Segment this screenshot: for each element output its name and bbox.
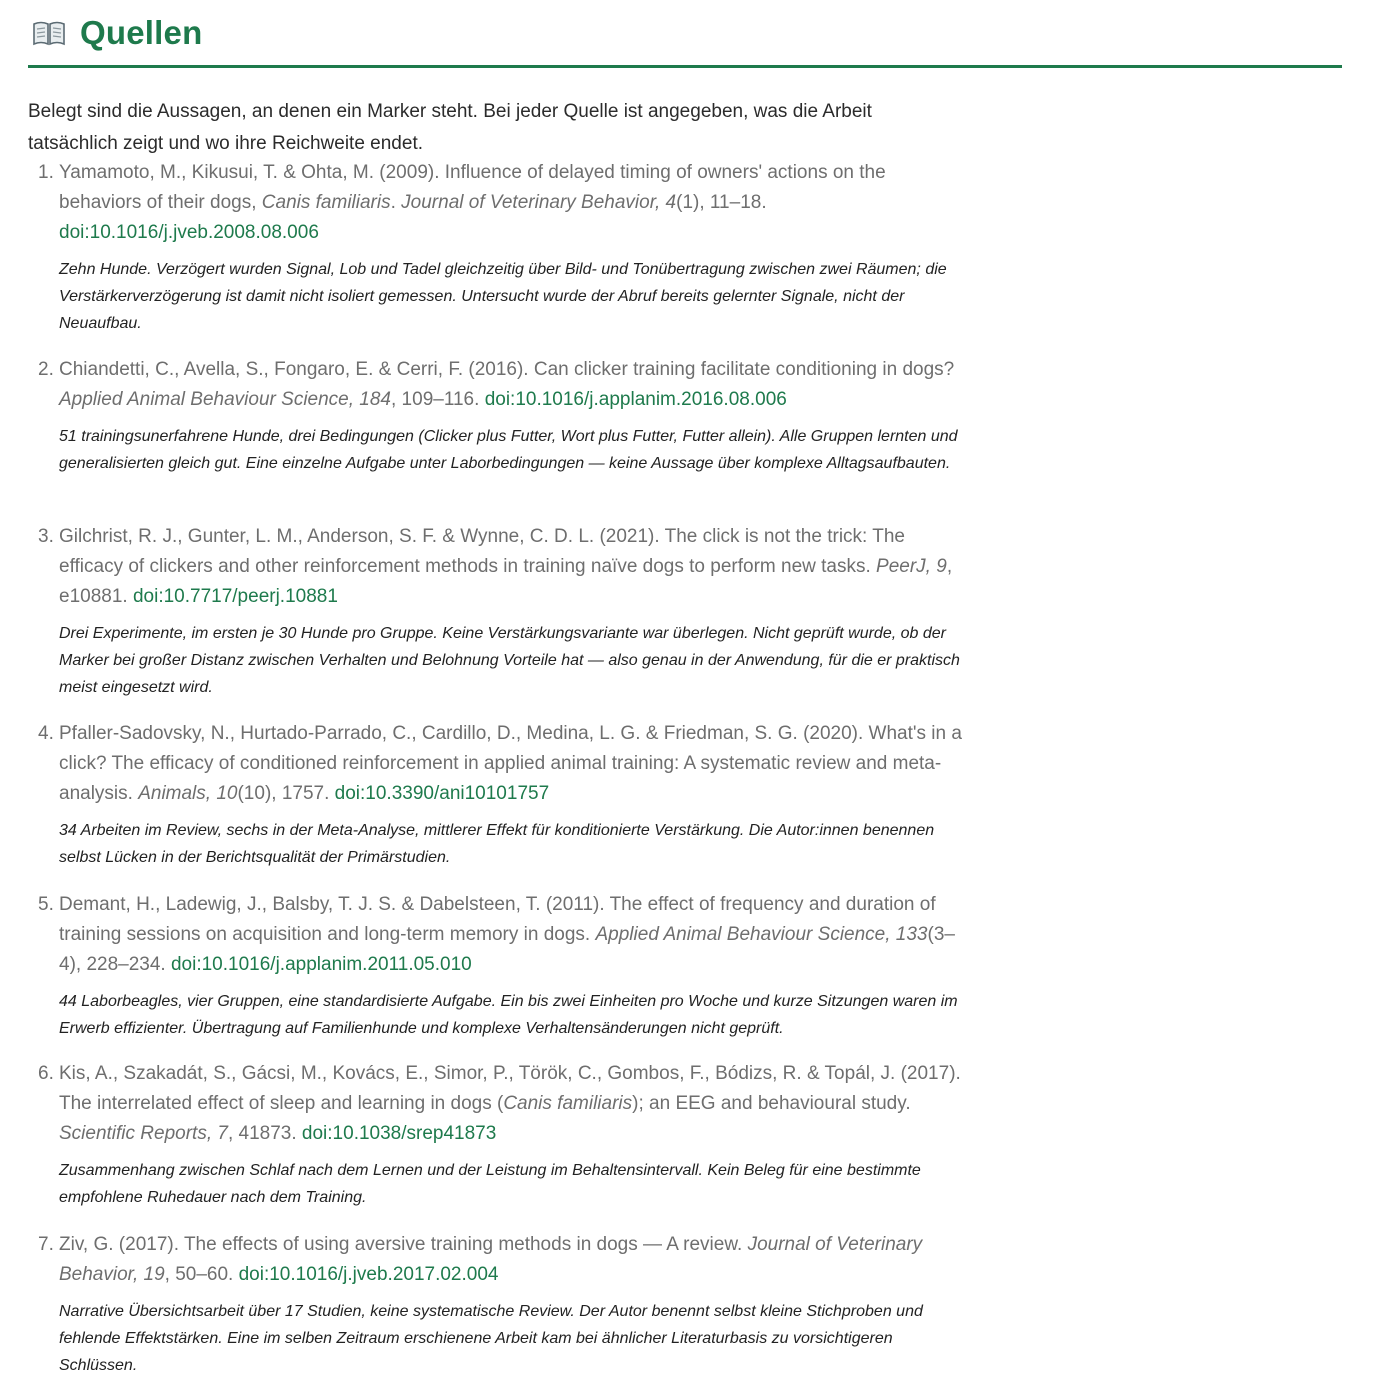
source-number: 5.: [38, 894, 54, 915]
citation-journal: PeerJ, 9: [876, 556, 947, 577]
source-citation: [38, 355, 973, 415]
citation-authors: Ziv, G. (2017). The effects of using aversive training methods in dogs — A review.: [59, 1234, 748, 1255]
source-item: [38, 158, 973, 337]
source-note: Drei Experimente, im ersten je 30 Hunde pro Gruppe. Keine Verstärkungsvariante war überlegen. Nicht geprüft wurde, ob der Marker bei großer Distanz zwischen Verhalten und Belohnung Vorteile hat — also genau in der Anwendung, für die er praktisch meist eingesetzt wird.: [59, 625, 960, 696]
doi-link[interactable]: doi:10.1016/j.applanim.2011.05.010: [170, 954, 472, 975]
citation-authors: Demant, H., Ladewig, J., Balsby, T. J. S. & Dabelsteen, T. (2011). The effect of frequency and duration of training sessions on acquisition and long-term memory in dogs.: [59, 894, 936, 945]
source-number: 7.: [38, 1234, 54, 1255]
citation-details: , 50–60.: [164, 1264, 239, 1285]
citation-journal: Applied Animal Behaviour Science, 133: [595, 924, 928, 945]
intro-text: Belegt sind die Aussagen, an denen ein Marker steht. Bei jeder Quelle ist angegeben, was die Arbeit tatsächlich zeigt und wo ihre Reichweite endet.: [28, 101, 872, 154]
doi-link[interactable]: doi:10.1016/j.applanim.2016.08.006: [484, 389, 787, 410]
citation-authors: Gilchrist, R. J., Gunter, L. M., Anderson, S. F. & Wynne, C. D. L. (2021). The click is not the trick: The efficacy of clickers and other reinforcement methods in training naïve dogs to perform new tasks.: [59, 526, 906, 577]
citation-journal: Journal of Veterinary Behavior, 4: [401, 192, 677, 213]
open-book-icon: [32, 20, 66, 46]
source-citation: [38, 1230, 973, 1290]
section-heading: [28, 0, 1342, 68]
doi-link[interactable]: doi:10.3390/ani10101757: [334, 783, 550, 804]
source-note: Zusammenhang zwischen Schlaf nach dem Lernen und der Leistung im Behaltensintervall. Kein Beleg für eine bestimmte empfohlene Ruhedauer nach dem Training.: [59, 1162, 921, 1206]
source-note: Narrative Übersichtsarbeit über 17 Studien, keine systematische Review. Der Autor benennt selbst kleine Stichproben und fehlende Effektstärken. Eine im selben Zeitraum erschienene Arbeit kam bei ähnlicher Literaturbasis zu vorsichtigeren Schlüssen.: [59, 1303, 923, 1374]
citation-details: (3–4), 228–234.: [59, 924, 955, 975]
source-number: 2.: [38, 359, 54, 380]
citation-separator: ); an EEG and behavioural study.: [632, 1093, 911, 1114]
doi-link[interactable]: doi:10.1016/j.jveb.2017.02.004: [238, 1264, 499, 1285]
source-note: 44 Laborbeagles, vier Gruppen, eine standardisierte Aufgabe. Ein bis zwei Einheiten pro Woche und kurze Sitzungen waren im Erwerb effizienter. Übertragung auf Familienhunde und komplexe Verhaltensänderungen nicht geprüft.: [59, 993, 958, 1037]
citation-journal: Animals, 10: [138, 783, 238, 804]
doi-link[interactable]: doi:10.1038/srep41873: [301, 1123, 497, 1144]
citation-authors: Kis, A., Szakadát, S., Gácsi, M., Kovács, E., Simor, P., Török, C., Gombos, F., Bódizs, R. & Topál, J. (2017). The interrelated effect of sleep and learning in dogs (: [59, 1063, 961, 1114]
page-title: Quellen: [80, 13, 203, 51]
source-note: 34 Arbeiten im Review, sechs in der Meta-Analyse, mittlerer Effekt für konditionierte Verstärkung. Die Autor:innen benennen selbst Lücken in der Berichtsqualität der Primärstudien.: [59, 822, 935, 866]
citation-details: , e10881.: [59, 556, 953, 607]
citation-journal: Journal of Veterinary Behavior, 19: [59, 1234, 923, 1285]
source-citation: [38, 158, 973, 248]
source-number: 6.: [38, 1063, 54, 1084]
source-note: Zehn Hunde. Verzögert wurden Signal, Lob und Tadel gleichzeitig über Bild- und Tonübertragung zwischen zwei Räumen; die Verstärkerverzögerung ist damit nicht isoliert gemessen. Untersucht wurde der Abruf bereits gelernter Signale, nicht der Neuaufbau.: [59, 261, 947, 332]
citation-journal: Applied Animal Behaviour Science, 184: [59, 389, 391, 410]
doi-link[interactable]: doi:10.1016/j.jveb.2008.08.006: [59, 222, 319, 243]
source-citation: [38, 719, 973, 809]
citation-details: (10), 1757.: [237, 783, 335, 804]
citation-journal: Scientific Reports, 7: [59, 1123, 228, 1144]
source-item: [38, 1059, 973, 1211]
citation-authors: Yamamoto, M., Kikusui, T. & Ohta, M. (2009). Influence of delayed timing of owners' actions on the behaviors of their dogs,: [59, 162, 886, 213]
citation-species: Canis familiaris: [261, 192, 391, 213]
source-number: 1.: [38, 162, 54, 183]
source-item: [38, 1230, 973, 1379]
source-item: [38, 355, 973, 477]
source-item: [38, 890, 973, 1042]
source-note: 51 trainingsunerfahrene Hunde, drei Bedingungen (Clicker plus Futter, Wort plus Futter, Futter allein). Alle Gruppen lernten und generalisierten gleich gut. Eine einzelne Aufgabe unter Laborbedingungen — keine Aussage über komplexe Alltagsaufbauten.: [59, 428, 958, 472]
source-citation: [38, 1059, 973, 1149]
citation-authors: Pfaller-Sadovsky, N., Hurtado-Parrado, C., Cardillo, D., Medina, L. G. & Friedman, S. G. (2020). What's in a click? The efficacy of conditioned reinforcement in applied animal training: A systematic review and meta-analysis.: [59, 723, 962, 804]
source-item: [38, 719, 973, 871]
source-citation: [38, 890, 973, 980]
citation-species: Canis familiaris: [503, 1093, 633, 1114]
source-item: [38, 522, 973, 701]
source-citation: [38, 522, 973, 612]
source-number: 3.: [38, 526, 54, 547]
citation-details: (1), 11–18.: [676, 192, 767, 213]
citation-separator: .: [390, 192, 402, 213]
citation-details: , 109–116.: [391, 389, 485, 410]
citation-authors: Chiandetti, C., Avella, S., Fongaro, E. & Cerri, F. (2016). Can clicker training facilitate conditioning in dogs?: [59, 359, 955, 380]
citation-details: , 41873.: [227, 1123, 302, 1144]
source-number: 4.: [38, 723, 54, 744]
doi-link[interactable]: doi:10.7717/peerj.10881: [132, 586, 338, 607]
